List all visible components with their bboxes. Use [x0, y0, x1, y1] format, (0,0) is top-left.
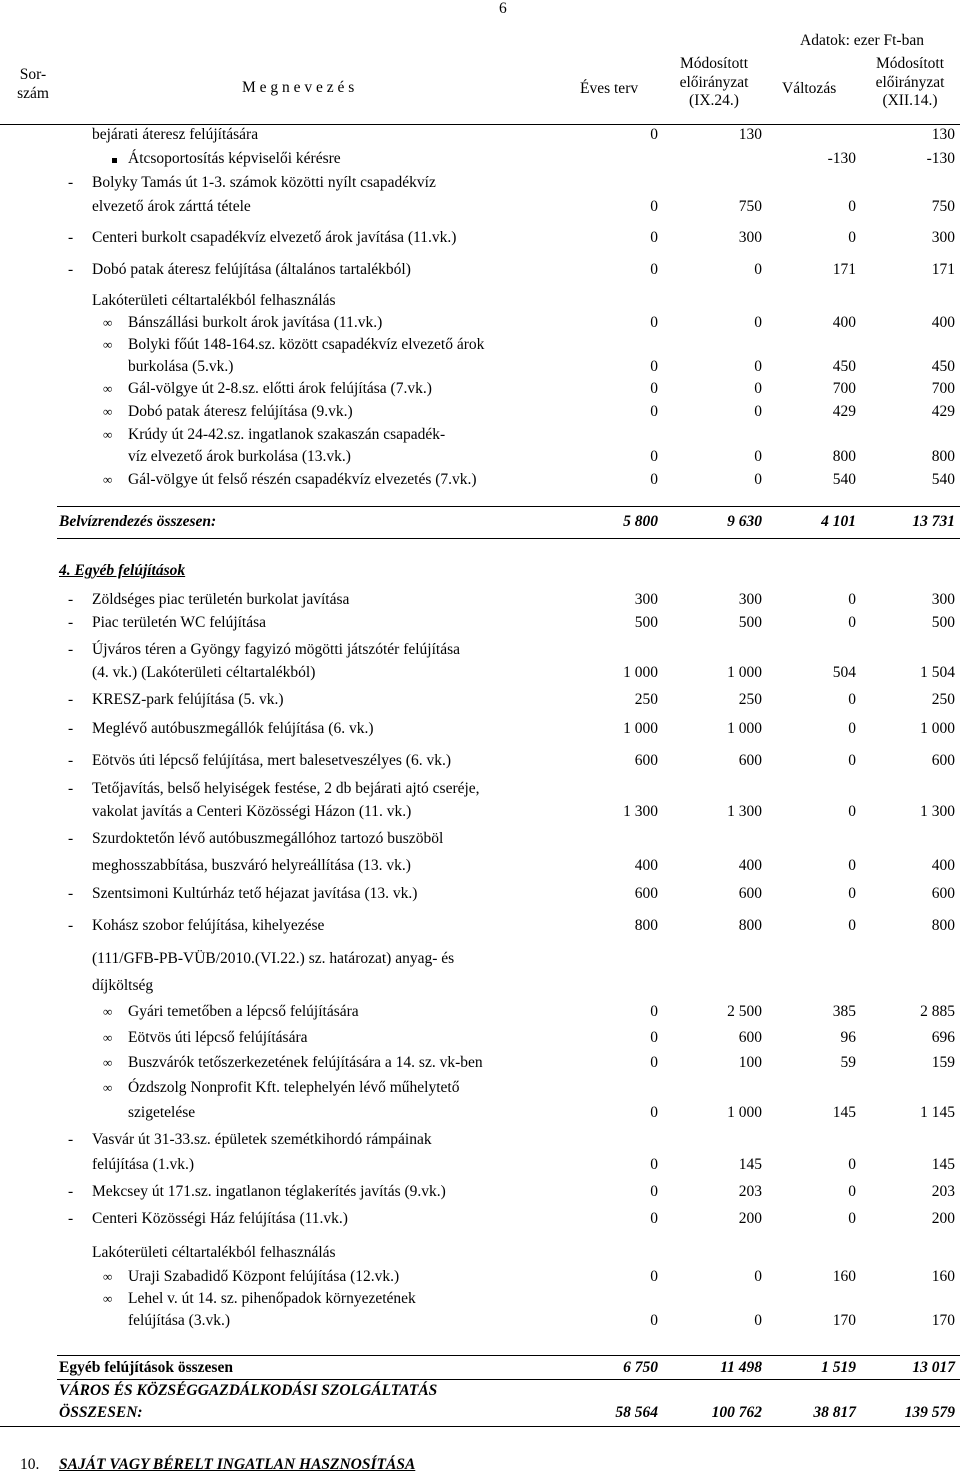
- list-dash: -: [68, 780, 74, 797]
- rows2-row-value: 300: [931, 591, 955, 608]
- rows2-row-value: 0: [754, 1268, 762, 1285]
- egyeb-total-value: 1 519: [821, 1359, 856, 1376]
- rows2-row-value: 0: [650, 1312, 658, 1329]
- section-4-title: 4. Egyéb felújítások: [59, 562, 186, 579]
- rows-row-value: 0: [650, 126, 658, 143]
- rows-row-value: 0: [754, 403, 762, 420]
- rows-row-text: bejárati áteresz felújítására: [92, 126, 259, 143]
- rows2-row-value: 170: [931, 1312, 955, 1329]
- rows-row-value: 130: [931, 126, 955, 143]
- belviz-total-rule-top: [57, 506, 960, 507]
- infinity-bullet-icon: ∞: [103, 381, 113, 396]
- rows-row-value: 450: [832, 358, 856, 375]
- header-rule: [0, 124, 960, 125]
- rows2-row-text: Kohász szobor felújítása, kihelyezése: [92, 917, 325, 934]
- rows-row-value: -130: [926, 150, 955, 167]
- rows2-row-value: 0: [650, 1029, 658, 1046]
- rows-row-value: 0: [848, 229, 856, 246]
- units-note: Adatok: ezer Ft-ban: [800, 32, 924, 49]
- rows-row-value: 750: [738, 198, 762, 215]
- rows2-row-value: 1 145: [920, 1104, 955, 1121]
- square-bullet-icon: [112, 158, 117, 163]
- egyeb-total-value: 11 498: [720, 1359, 762, 1376]
- belviz-total-rule-bottom: [57, 538, 960, 539]
- rows-row-text: Dobó patak áteresz felújítása (általános tartalékból): [92, 261, 411, 278]
- page-number: 6: [499, 0, 507, 17]
- rows2-row-value: 0: [848, 752, 856, 769]
- col-header-mod1: Módosított előirányzat (IX.24.): [679, 55, 749, 110]
- col-header-sorszam: Sor- szám: [17, 66, 49, 102]
- rows2-row-value: 160: [931, 1268, 955, 1285]
- infinity-bullet-icon: ∞: [103, 1055, 113, 1070]
- list-dash: -: [68, 752, 74, 769]
- rows2-row-value: 145: [738, 1156, 762, 1173]
- rows2-row-value: 0: [848, 591, 856, 608]
- rows-row-text: Átcsoportosítás képviselői kérésre: [128, 150, 341, 167]
- rows2-row-text: Piac területén WC felújítása: [92, 614, 267, 631]
- list-dash: -: [68, 174, 74, 191]
- rows-row-text-2: víz elvezető árok burkolása (13.vk.): [128, 448, 351, 465]
- varos-total-value: 58 564: [615, 1404, 658, 1421]
- rows-row-value: 0: [650, 261, 658, 278]
- rows2-row-value: 0: [848, 1183, 856, 1200]
- rows-row-value: 0: [650, 380, 658, 397]
- rows2-row-value: 2 885: [920, 1003, 955, 1020]
- col-header-eves-terv: Éves terv: [580, 80, 639, 97]
- infinity-bullet-icon: ∞: [103, 1269, 113, 1284]
- rows2-row-value: 400: [931, 857, 955, 874]
- rows2-row-text: Szentsimoni Kultúrház tető héjazat javítása (13. vk.): [92, 885, 418, 902]
- rows2-row-value: 0: [848, 614, 856, 631]
- rows-row-text: Bolyki főút 148-164.sz. között csapadékvíz elvezető árok: [128, 336, 485, 353]
- rows2-row-value: 160: [832, 1268, 856, 1285]
- rows2-row-text: (111/GFB-PB-VÜB/2010.(VI.22.) sz. határozat) anyag- és: [92, 950, 455, 967]
- rows-row-text: Centeri burkolt csapadékvíz elvezető árok javítása (11.vk.): [92, 229, 457, 246]
- rows2-row-value: 203: [931, 1183, 955, 1200]
- rows2-row-text-2: meghosszabbítása, buszváró helyreállítása (13. vk.): [92, 857, 411, 874]
- rows2-row-value: 0: [848, 1156, 856, 1173]
- rows2-row-text-2: felújítása (1.vk.): [92, 1156, 195, 1173]
- list-dash: -: [68, 641, 74, 658]
- rows2-row-value: 2 500: [727, 1003, 762, 1020]
- rows-row-text: Lakóterületi céltartalékból felhasználás: [92, 292, 336, 309]
- list-dash: -: [68, 614, 74, 631]
- varos-total-label: VÁROS ÉS KÖZSÉGGAZDÁLKODÁSI SZOLGÁLTATÁS: [59, 1382, 438, 1399]
- rows2-row-text: Uraji Szabadidő Központ felújítása (12.vk.): [128, 1268, 400, 1285]
- infinity-bullet-icon: ∞: [103, 472, 113, 487]
- rows2-row-value: 600: [931, 752, 955, 769]
- rows2-row-text-2: (4. vk.) (Lakóterületi céltartalékból): [92, 664, 316, 681]
- rows2-row-value: 800: [931, 917, 955, 934]
- rows2-row-value: 1 000: [727, 720, 762, 737]
- col-header-valtozas: Változás: [782, 80, 837, 97]
- rows2-row-value: 500: [634, 614, 658, 631]
- rows2-row-value: 0: [650, 1003, 658, 1020]
- rows2-row-value: 0: [848, 691, 856, 708]
- rows2-row-value: 1 000: [920, 720, 955, 737]
- rows-row-value: 700: [832, 380, 856, 397]
- rows-row-text: Bánszállási burkolt árok javítása (11.vk.): [128, 314, 383, 331]
- rows2-row-text: Tetőjavítás, belső helyiségek festése, 2 db bejárati ajtó cseréje,: [92, 780, 480, 797]
- rows2-row-value: 1 300: [920, 803, 955, 820]
- rows2-row-value: 696: [931, 1029, 955, 1046]
- rows2-row-text: KRESZ-park felújítása (5. vk.): [92, 691, 284, 708]
- rows2-row-value: 0: [650, 1210, 658, 1227]
- rows-row-value: 0: [650, 403, 658, 420]
- rows2-row-text: Centeri Közösségi Ház felújítása (11.vk.): [92, 1210, 348, 1227]
- rows2-row-value: 145: [832, 1104, 856, 1121]
- rows-row-value: 0: [650, 314, 658, 331]
- rows2-row-value: 59: [840, 1054, 856, 1071]
- list-dash: -: [68, 885, 74, 902]
- rows2-row-value: 0: [650, 1268, 658, 1285]
- rows-row-value: 0: [754, 471, 762, 488]
- rows2-row-text-2: szigetelése: [128, 1104, 196, 1121]
- infinity-bullet-icon: ∞: [103, 1004, 113, 1019]
- rows2-row-text: Lehel v. út 14. sz. pihenőpadok környezetének: [128, 1290, 416, 1307]
- rows-row-value: 429: [931, 403, 955, 420]
- rows-row-value: 171: [931, 261, 955, 278]
- rows2-row-value: 600: [931, 885, 955, 902]
- egyeb-total-rule-bottom: [57, 1379, 960, 1380]
- rows-row-value: 0: [754, 314, 762, 331]
- rows-row-value: 400: [931, 314, 955, 331]
- rows2-row-value: 300: [738, 591, 762, 608]
- rows2-row-text: Eötvös úti lépcső felújítása, mert balesetveszélyes (6. vk.): [92, 752, 451, 769]
- rows2-row-value: 145: [931, 1156, 955, 1173]
- rows2-row-value: 0: [650, 1104, 658, 1121]
- rows-row-value: 540: [931, 471, 955, 488]
- rows2-row-text: Gyári temetőben a lépcső felújítására: [128, 1003, 359, 1020]
- rows2-row-text-2: díjköltség: [92, 977, 154, 994]
- rows2-row-value: 800: [738, 917, 762, 934]
- list-dash: -: [68, 691, 74, 708]
- rows2-row-text: Vasvár út 31-33.sz. épületek szemétkihordó rámpáinak: [92, 1131, 432, 1148]
- rows-row-value: 800: [832, 448, 856, 465]
- egyeb-total-label: Egyéb felújítások összesen: [59, 1359, 233, 1376]
- rows2-row-value: 400: [738, 857, 762, 874]
- rows2-row-text-2: felújítása (3.vk.): [128, 1312, 231, 1329]
- rows2-row-value: 600: [738, 752, 762, 769]
- rows2-row-value: 0: [848, 857, 856, 874]
- rows2-row-value: 1 300: [623, 803, 658, 820]
- rows-row-value: 0: [650, 229, 658, 246]
- infinity-bullet-icon: ∞: [103, 1291, 113, 1306]
- rows-row-value: 700: [931, 380, 955, 397]
- footer-section-title: SAJÁT VAGY BÉRELT INGATLAN HASZNOSÍTÁSA: [59, 1456, 416, 1473]
- rows-row-value: 429: [832, 403, 856, 420]
- col-header-megnevezes: M e g n e v e z é s: [242, 79, 355, 96]
- rows2-row-value: 200: [738, 1210, 762, 1227]
- rows2-row-value: 0: [848, 720, 856, 737]
- rows-row-value: 800: [931, 448, 955, 465]
- rows2-row-value: 300: [634, 591, 658, 608]
- rows2-row-value: 1 504: [920, 664, 955, 681]
- list-dash: -: [68, 917, 74, 934]
- rows2-row-value: 400: [634, 857, 658, 874]
- rows-row-value: -130: [827, 150, 856, 167]
- list-dash: -: [68, 1210, 74, 1227]
- rows-row-value: 300: [931, 229, 955, 246]
- rows2-row-value: 203: [738, 1183, 762, 1200]
- infinity-bullet-icon: ∞: [103, 427, 113, 442]
- rows2-row-value: 385: [832, 1003, 856, 1020]
- rows2-row-value: 600: [634, 885, 658, 902]
- rows-row-text: Krúdy út 24-42.sz. ingatlanok szakaszán csapadék-: [128, 426, 446, 443]
- rows2-row-text: Újváros téren a Gyöngy fagyizó mögötti játszótér felújítása: [92, 641, 461, 658]
- varos-total-rule-bottom: [0, 1426, 960, 1427]
- list-dash: -: [68, 261, 74, 278]
- rows2-row-value: 1 300: [727, 803, 762, 820]
- rows-row-value: 130: [738, 126, 762, 143]
- rows2-row-value: 96: [840, 1029, 856, 1046]
- rows-row-text: Gál-völgye út felső részén csapadékvíz elvezetés (7.vk.): [128, 471, 477, 488]
- rows2-row-value: 170: [832, 1312, 856, 1329]
- belviz-total-value: 4 101: [821, 513, 856, 530]
- rows2-row-value: 504: [832, 664, 856, 681]
- rows2-row-value: 0: [650, 1183, 658, 1200]
- rows-row-value: 171: [832, 261, 856, 278]
- col-header-mod2: Módosított előirányzat (XII.14.): [875, 55, 945, 110]
- rows-row-value: 0: [754, 358, 762, 375]
- footer-section-number: 10.: [20, 1456, 40, 1473]
- rows2-row-text: Eötvös úti lépcső felújítására: [128, 1029, 308, 1046]
- rows2-row-text: Zöldséges piac területén burkolat javítása: [92, 591, 350, 608]
- rows-row-value: 0: [650, 471, 658, 488]
- rows2-row-value: 250: [931, 691, 955, 708]
- rows-row-text-2: burkolása (5.vk.): [128, 358, 234, 375]
- rows-row-value: 750: [931, 198, 955, 215]
- rows2-row-value: 200: [931, 1210, 955, 1227]
- rows2-row-text-2: vakolat javítás a Centeri Közösségi Házon (11. vk.): [92, 803, 412, 820]
- list-dash: -: [68, 720, 74, 737]
- list-dash: -: [68, 591, 74, 608]
- rows2-row-value: 0: [650, 1156, 658, 1173]
- rows2-row-value: 600: [634, 752, 658, 769]
- rows2-row-value: 800: [634, 917, 658, 934]
- infinity-bullet-icon: ∞: [103, 315, 113, 330]
- rows2-row-text: Szurdoktetőn lévő autóbuszmegállóhoz tartozó buszöböl: [92, 830, 444, 847]
- egyeb-total-rule-top: [57, 1355, 960, 1356]
- rows-row-value: 400: [832, 314, 856, 331]
- infinity-bullet-icon: ∞: [103, 1030, 113, 1045]
- belviz-total-value: 13 731: [912, 513, 955, 530]
- rows-row-value: 540: [832, 471, 856, 488]
- rows-row-value: 0: [754, 380, 762, 397]
- rows-row-value: 0: [650, 198, 658, 215]
- rows-row-value: 300: [738, 229, 762, 246]
- rows2-row-value: 250: [738, 691, 762, 708]
- list-dash: -: [68, 1131, 74, 1148]
- rows-row-text-2: elvezető árok zárttá tétele: [92, 198, 251, 215]
- rows-row-value: 0: [754, 261, 762, 278]
- rows-row-value: 450: [931, 358, 955, 375]
- rows2-row-value: 600: [738, 885, 762, 902]
- rows2-row-value: 1 000: [727, 1104, 762, 1121]
- infinity-bullet-icon: ∞: [103, 337, 113, 352]
- rows-row-text: Gál-völgye út 2-8.sz. előtti árok felújítása (7.vk.): [128, 380, 432, 397]
- rows-row-text: Dobó patak áteresz felújítása (9.vk.): [128, 403, 353, 420]
- rows2-row-value: 0: [848, 803, 856, 820]
- egyeb-total-value: 13 017: [912, 1359, 955, 1376]
- rows2-row-text: Meglévő autóbuszmegállók felújítása (6. vk.): [92, 720, 374, 737]
- rows2-row-value: 250: [634, 691, 658, 708]
- rows2-row-value: 100: [738, 1054, 762, 1071]
- rows2-row-value: 500: [738, 614, 762, 631]
- rows2-row-value: 1 000: [623, 664, 658, 681]
- rows-row-value: 0: [848, 198, 856, 215]
- rows2-row-text: Buszvárók tetőszerkezetének felújítására a 14. sz. vk-ben: [128, 1054, 483, 1071]
- rows2-row-text: Lakóterületi céltartalékból felhasználás: [92, 1244, 336, 1261]
- varos-total-value: 38 817: [813, 1404, 856, 1421]
- belviz-total-label: Belvízrendezés összesen:: [59, 513, 217, 530]
- rows2-row-value: 600: [738, 1029, 762, 1046]
- list-dash: -: [68, 830, 74, 847]
- rows2-row-value: 0: [650, 1054, 658, 1071]
- rows2-row-text: Ózdszolg Nonprofit Kft. telephelyén lévő műhelytető: [128, 1079, 460, 1096]
- belviz-total-value: 9 630: [727, 513, 762, 530]
- rows-row-value: 0: [650, 448, 658, 465]
- rows2-row-value: 0: [848, 1210, 856, 1227]
- infinity-bullet-icon: ∞: [103, 1080, 113, 1095]
- rows2-row-value: 1 000: [623, 720, 658, 737]
- rows2-row-text: Mekcsey út 171.sz. ingatlanon téglakerítés javítás (9.vk.): [92, 1183, 446, 1200]
- list-dash: -: [68, 229, 74, 246]
- rows2-row-value: 0: [848, 917, 856, 934]
- rows-row-value: 0: [650, 358, 658, 375]
- rows-row-text: Bolyky Tamás út 1-3. számok közötti nyílt csapadékvíz: [92, 174, 436, 191]
- belviz-total-value: 5 800: [623, 513, 658, 530]
- rows2-row-value: 159: [931, 1054, 955, 1071]
- rows-row-value: 0: [754, 448, 762, 465]
- rows2-row-value: 1 000: [727, 664, 762, 681]
- varos-total-value: 139 579: [904, 1404, 955, 1421]
- rows2-row-value: 0: [848, 885, 856, 902]
- varos-total-label-2: ÖSSZESEN:: [59, 1404, 143, 1421]
- rows2-row-value: 500: [931, 614, 955, 631]
- infinity-bullet-icon: ∞: [103, 404, 113, 419]
- rows2-row-value: 0: [754, 1312, 762, 1329]
- varos-total-value: 100 762: [711, 1404, 762, 1421]
- egyeb-total-value: 6 750: [623, 1359, 658, 1376]
- list-dash: -: [68, 1183, 74, 1200]
